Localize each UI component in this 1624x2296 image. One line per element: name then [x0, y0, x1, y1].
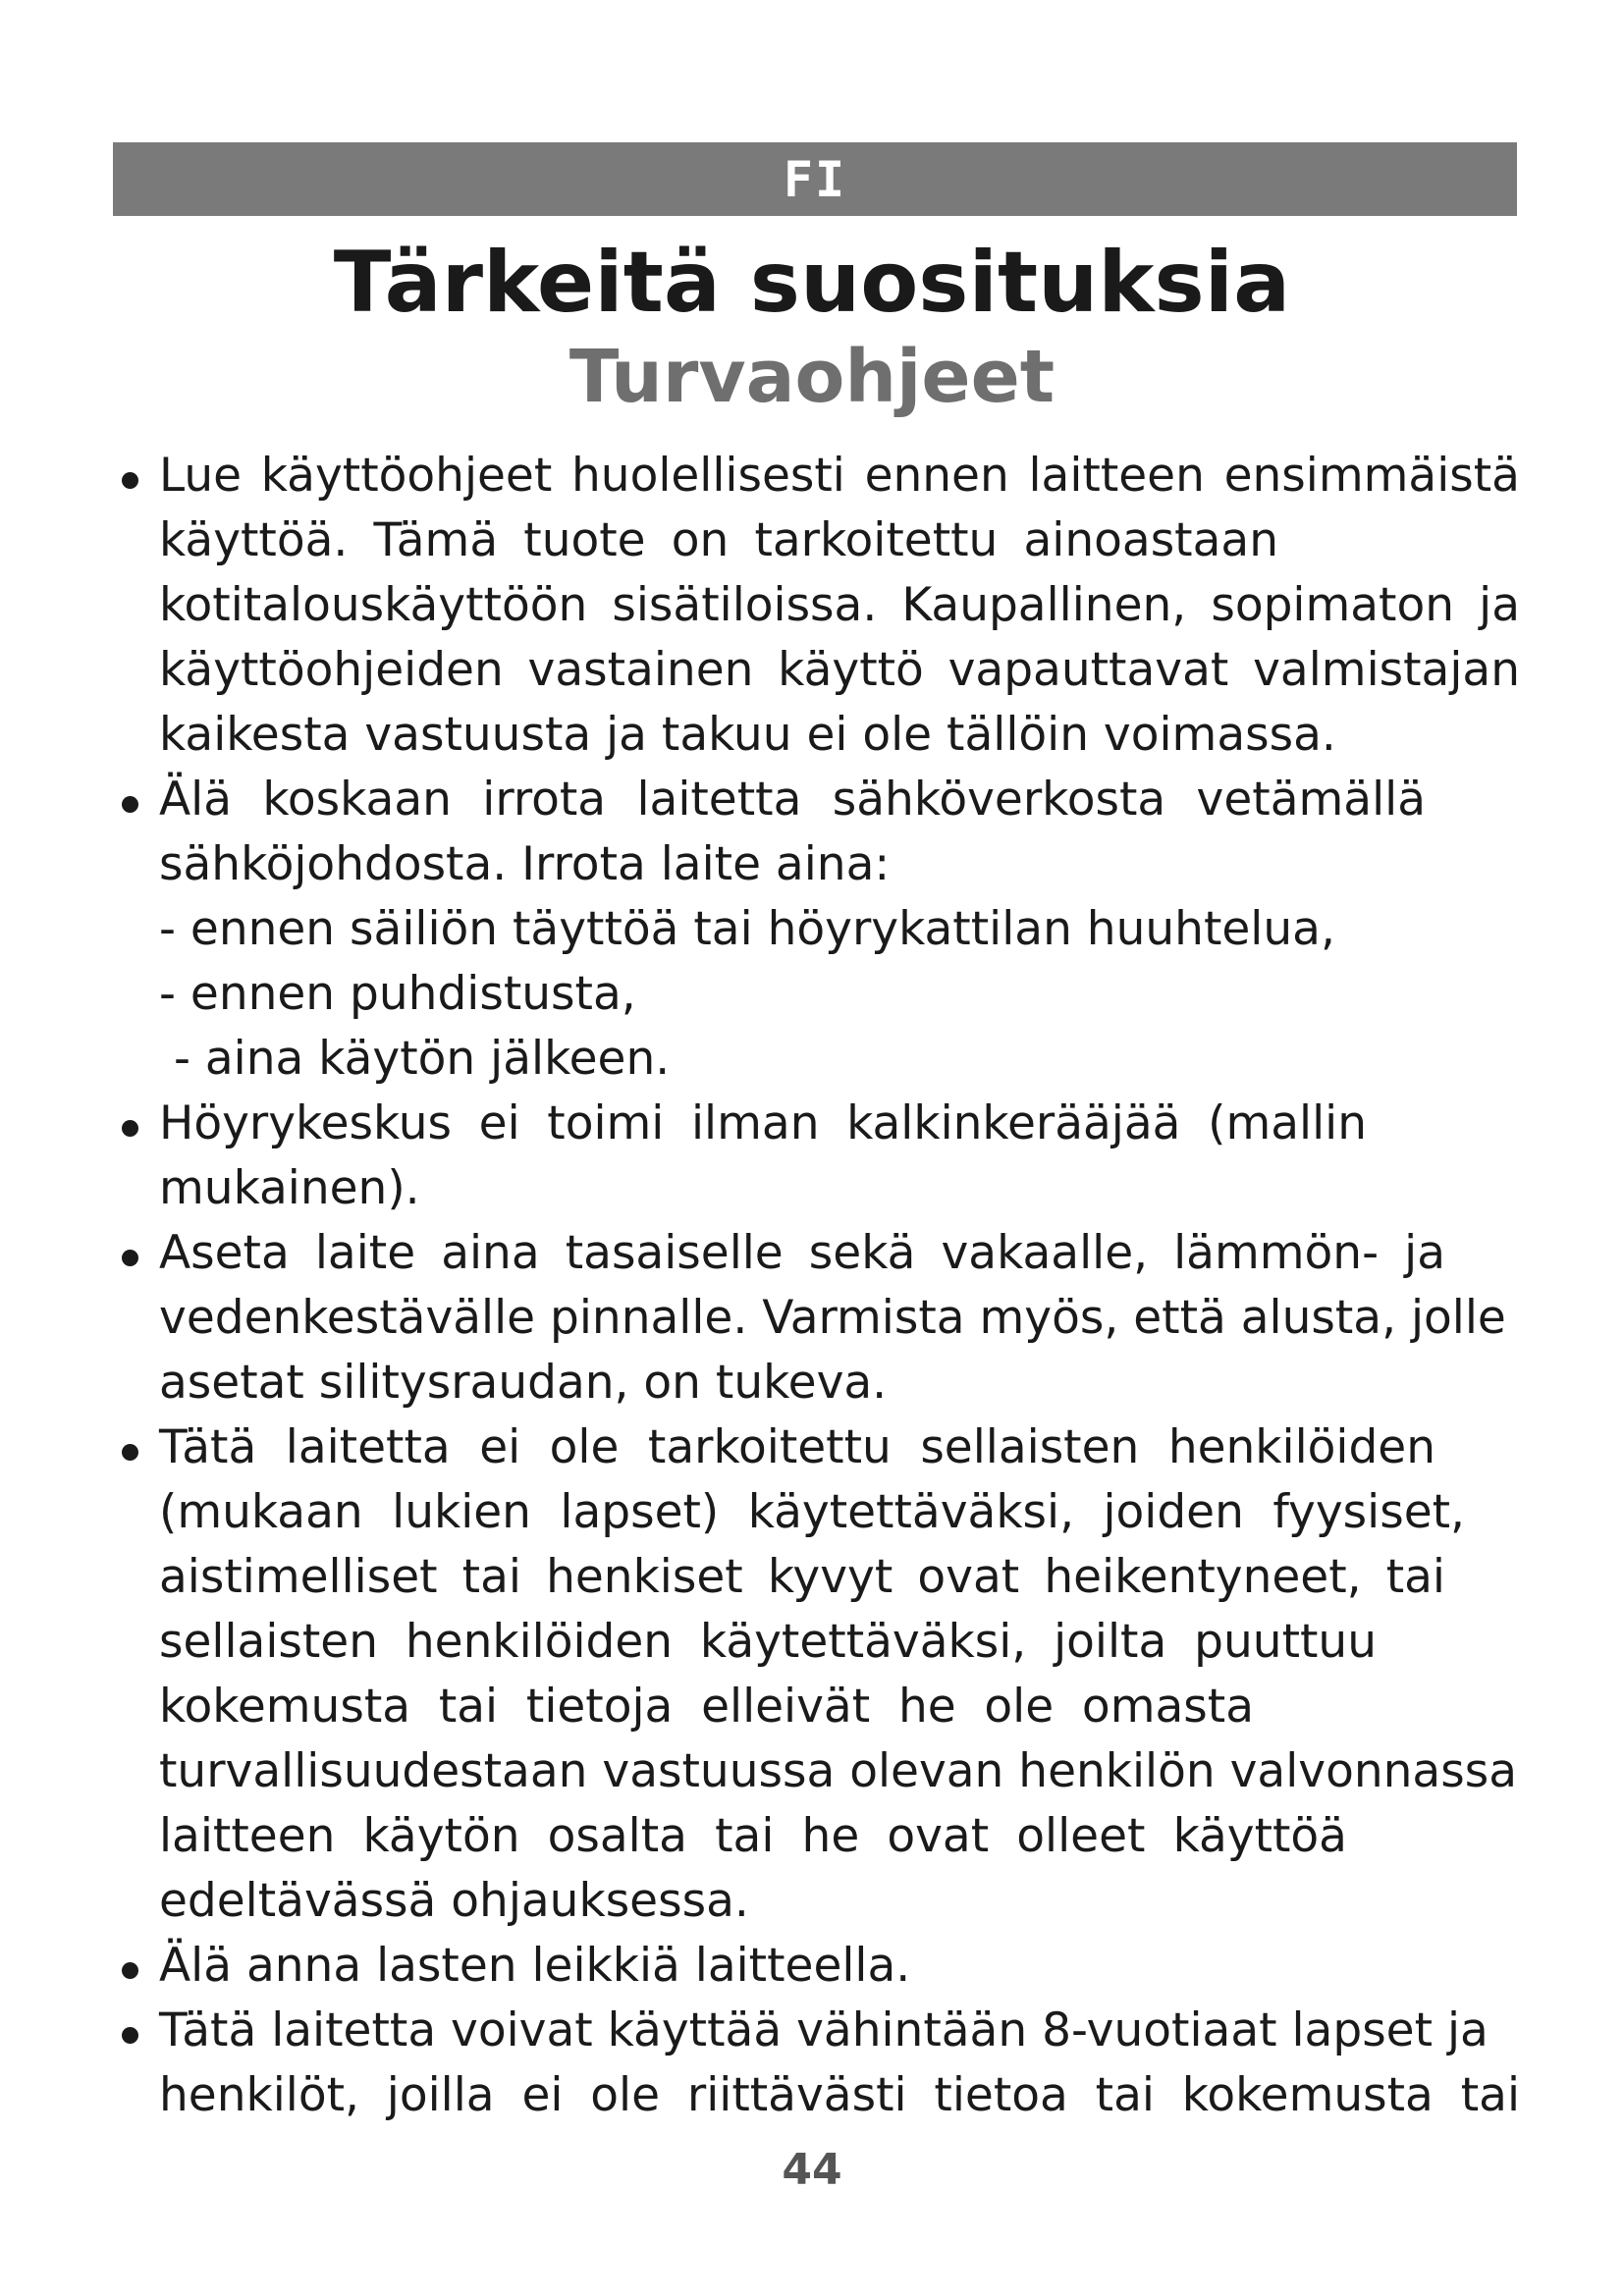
text-line: aistimelliset tai henkiset kyvyt ovat heikentyneet, tai	[159, 1550, 1445, 1604]
text-line: laitteen käytön osalta tai he ovat olleet käyttöä	[159, 1809, 1347, 1863]
bullet-icon	[122, 1962, 138, 1979]
section-subtitle: Turvaohjeet	[568, 335, 1056, 419]
text-line: - aina käytön jälkeen.	[159, 1032, 671, 1086]
list-item	[116, 1092, 1520, 1221]
text-line: sähköjohdosta. Irrota laite aina:	[159, 837, 891, 891]
language-code: FI	[783, 150, 847, 208]
text-line: (mukaan lukien lapset) käytettäväksi, joiden fyysiset,	[159, 1485, 1465, 1539]
list-item	[116, 1934, 1520, 1999]
text-line: mukainen).	[159, 1161, 420, 1215]
text-line: kokemusta tai tietoja elleivät he ole omasta	[159, 1680, 1254, 1734]
text-line: Älä koskaan irrota laitetta sähköverkosta vetämällä	[159, 773, 1426, 827]
bullet-icon	[122, 1444, 138, 1461]
text-line: Tätä laitetta voivat käyttää vähintään 8-vuotiaat lapset ja	[159, 2003, 1489, 2057]
text-line: turvallisuudestaan vastuussa olevan henkilön valvonnassa	[159, 1744, 1517, 1798]
page-title: Tärkeitä suosituksia	[333, 234, 1291, 332]
safety-instructions-list	[116, 444, 1520, 2128]
text-line: Lue käyttöohjeet huolellisesti ennen laitteen ensimmäistä	[159, 449, 1520, 503]
list-item	[116, 444, 1520, 768]
text-line: Höyrykeskus ei toimi ilman kalkinkerääjää (mallin	[159, 1096, 1367, 1150]
text-line: edeltävässä ohjauksessa.	[159, 1874, 749, 1928]
bullet-icon	[122, 796, 138, 813]
text-line: Tätä laitetta ei ole tarkoitettu sellaisten henkilöiden	[159, 1420, 1435, 1474]
bullet-icon	[122, 1250, 138, 1266]
page-number: 44	[782, 2145, 842, 2195]
bullet-icon	[122, 472, 138, 489]
bullet-icon	[122, 1120, 138, 1137]
list-item	[116, 1415, 1520, 1934]
text-line: käyttöohjeiden vastainen käyttö vapauttavat valmistajan	[159, 643, 1520, 697]
text-line: - ennen puhdistusta,	[159, 967, 636, 1021]
text-line: kotitalouskäyttöön sisätiloissa. Kaupallinen, sopimaton ja	[159, 578, 1520, 632]
list-item	[116, 1221, 1520, 1415]
text-line: sellaisten henkilöiden käytettäväksi, joilta puuttuu	[159, 1615, 1377, 1669]
text-line: - ennen säiliön täyttöä tai höyrykattilan huuhtelua,	[159, 902, 1335, 956]
text-line: kaikesta vastuusta ja takuu ei ole tällöin voimassa.	[159, 708, 1336, 762]
list-item	[116, 1999, 1520, 2128]
text-line: Aseta laite aina tasaiselle sekä vakaalle, lämmön- ja	[159, 1226, 1445, 1280]
text-line: asetat silitysraudan, on tukeva.	[159, 1356, 888, 1410]
text-line: Älä anna lasten leikkiä laitteella.	[159, 1939, 911, 1993]
text-line: käyttöä. Tämä tuote on tarkoitettu ainoastaan	[159, 513, 1278, 567]
text-line: henkilöt, joilla ei ole riittävästi tietoa tai kokemusta tai	[159, 2068, 1520, 2122]
bullet-icon	[122, 2027, 138, 2044]
text-line: vedenkestävälle pinnalle. Varmista myös, että alusta, jolle	[159, 1291, 1506, 1345]
language-bar	[113, 142, 1517, 216]
list-item	[116, 768, 1520, 1092]
